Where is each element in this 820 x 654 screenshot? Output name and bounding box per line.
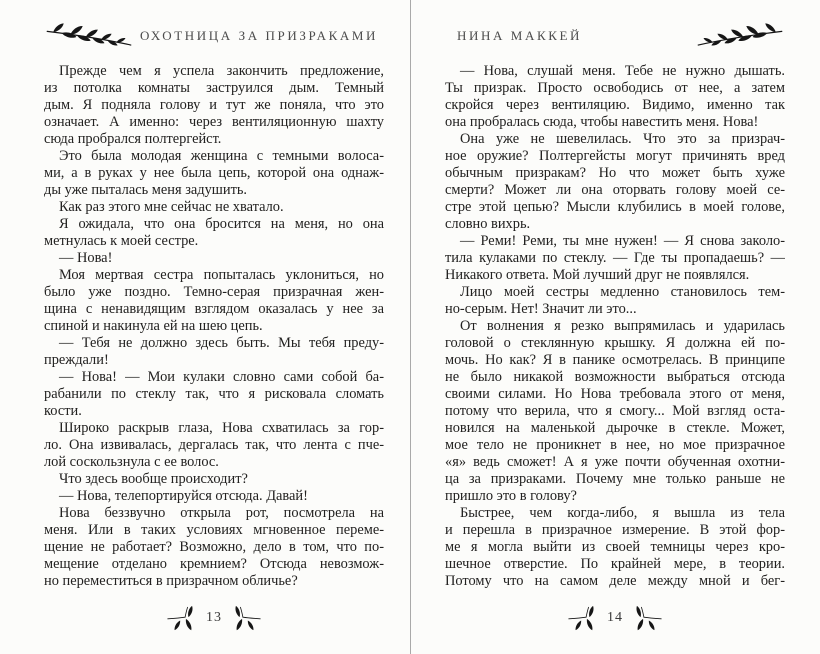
text-line: ло. Она извивалась, дергалась так, что лента с пче-	[44, 437, 384, 453]
page-number: 14	[607, 610, 623, 625]
page-gutter-divider	[410, 0, 411, 654]
paragraph	[44, 335, 384, 369]
text-line: пришло это в голову?	[445, 488, 577, 504]
text-line: тила кулаками по стеклу. — Где ты пропадаешь? —	[445, 250, 785, 266]
text-line: означает. А именно: через вентиляционную шахту	[44, 114, 384, 130]
page-number: 13	[206, 610, 222, 625]
text-line: но-серым. Нет! Значит ли это...	[445, 301, 637, 317]
text-line: лой соскользнула с ее волос.	[44, 454, 219, 470]
paragraph	[44, 250, 384, 267]
text-line: Быстрее, чем когда-либо, я вышла из тела	[460, 505, 785, 521]
paragraph	[445, 131, 785, 233]
text-line: дым. Я подняла голову и тут же поняла, что это	[44, 97, 384, 113]
text-line: щина с ненавидящим взглядом оказалась у нее за	[44, 301, 384, 317]
paragraph	[445, 63, 785, 131]
text-line: спиной и накинула ей на шею цепь.	[44, 318, 263, 334]
paragraph	[44, 199, 384, 216]
leaf-sprig-icon	[634, 603, 662, 633]
text-line: мое тело не проникнет в нее, но мое призрачное	[445, 437, 785, 453]
text-line: метнулась к моей сестре.	[44, 233, 199, 249]
text-line: и перешла в призрачное измерение. В этой фор-	[445, 522, 785, 538]
text-line: Это была молодая женщина с темными волоса-	[59, 148, 384, 164]
page-footer-right	[445, 603, 785, 633]
text-line: скройся через вентиляцию. Видимо, именно так	[445, 97, 785, 113]
text-line: щение не работает? Возможно, дело в том, что по-	[44, 539, 384, 555]
text-line: ды уже пыталась меня задушить.	[44, 182, 248, 198]
text-line: мещение отделано кремнием? Отсюда невозмож-	[44, 556, 384, 572]
text-line: Что здесь вообще происходит?	[59, 471, 248, 487]
text-line: обычным призракам? Но что может быть хуже	[445, 165, 785, 181]
text-line: Я ожидала, что она бросится на меня, но она	[59, 216, 384, 232]
text-line: Никакого ответа. Мой лучший друг не появлялся.	[445, 267, 750, 283]
paragraph	[44, 505, 384, 590]
leaf-sprig-icon	[233, 603, 261, 633]
text-line: Моя мертвая сестра попыталась уклониться, но	[59, 267, 384, 283]
paragraph	[44, 148, 384, 199]
text-line: — Нова, телепортируйся отсюда. Давай!	[59, 488, 308, 504]
text-line: ца за призраками. Почему мне только раньше не	[445, 471, 785, 487]
text-line: ное оружие? Полтергейсты могут причинять вред	[445, 148, 785, 164]
text-line: — Нова! — Мои кулаки словно сами собой ба-	[59, 369, 384, 385]
text-line: сюда пробрался полтергейст.	[44, 131, 222, 147]
text-line: она пробралась сюда, чтобы навестить меня. Нова!	[445, 114, 759, 130]
leaf-sprig-icon	[167, 603, 195, 633]
leaf-sprig-icon	[568, 603, 596, 633]
paragraph	[44, 420, 384, 471]
text-line: Нова беззвучно открыла рот, посмотрела на	[59, 505, 384, 521]
text-line: Прежде чем я успела закончить предложение,	[59, 63, 384, 79]
text-line: Ты призрак. Просто освободись от нее, а затем	[445, 80, 785, 96]
text-line: стре этой цепью? Мысли клубились в моей голове,	[445, 199, 785, 215]
text-line: — Реми! Реми, ты мне нужен! — Я снова заколо-	[460, 233, 785, 249]
paragraph	[445, 284, 785, 318]
text-line: из потолка комнаты заструился дым. Темный	[44, 80, 384, 96]
text-line: своими силами. Но Нова требовала этого от меня,	[445, 386, 785, 402]
text-line: шечное отверстие. По крайней мере, в теории.	[445, 556, 785, 572]
paragraph	[44, 63, 384, 148]
paragraph	[445, 505, 785, 590]
text-line: — Тебя не должно здесь быть. Мы тебя преду-	[59, 335, 384, 351]
text-line: От волнения я резко выпрямилась и ударилась	[460, 318, 785, 334]
paragraph	[44, 267, 384, 335]
page-text-right	[445, 63, 785, 590]
text-line: «я» ведь сможет! А я уже почти обученная охотни-	[445, 454, 785, 470]
paragraph	[44, 471, 384, 488]
paragraph	[445, 233, 785, 284]
text-line: преждали!	[44, 352, 109, 368]
leaf-branch-icon	[697, 22, 783, 51]
text-line: меня. Или в таких условиях мгновенное переме-	[44, 522, 384, 538]
paragraph	[44, 216, 384, 250]
text-line: потому что верила, что я смогу... Мой взгляд оста-	[445, 403, 785, 419]
text-line: ме я могла выйти из своей темницы через кро-	[445, 539, 785, 555]
paragraph	[445, 318, 785, 505]
page-text-left	[44, 63, 384, 590]
leaf-branch-icon	[46, 22, 132, 51]
text-line: было уже поздно. Темно-серая призрачная жен-	[44, 284, 384, 300]
page-footer-left	[44, 603, 384, 633]
text-line: — Нова, слушай меня. Тебе не нужно дышать.	[460, 63, 785, 79]
text-line: рабанили по стеклу так, что я рисковала сломать	[44, 386, 384, 402]
text-line: новился на маленькой дырочке в стекле. Может,	[445, 420, 785, 436]
paragraph	[44, 488, 384, 505]
text-line: ми, а в руках у нее была цепь, которой она однаж-	[44, 165, 384, 181]
text-line: Она уже не шевелилась. Что это за призрач-	[460, 131, 785, 147]
text-line: Потому что на самом деле между мной и бег-	[445, 573, 785, 589]
running-title-book-title: ОХОТНИЦА ЗА ПРИЗРАКАМИ	[139, 28, 379, 43]
page-header-right	[445, 20, 785, 52]
page-right	[410, 0, 820, 654]
text-line: не было никакой возможности выбраться отсюда	[445, 369, 785, 385]
text-line: смерти? Может ли она оторвать голову моей се-	[445, 182, 785, 198]
text-line: кости.	[44, 403, 82, 419]
text-line: Широко раскрыв глаза, Нова схватилась за гор-	[59, 420, 384, 436]
text-line: Лицо моей сестры медленно становилось тем-	[460, 284, 785, 300]
text-line: головой о стеклянную крышку. Я должна ей по-	[445, 335, 785, 351]
text-line: словно вихрь.	[445, 216, 531, 232]
text-line: — Нова!	[59, 250, 113, 266]
text-line: но переместиться в призрачном обличье?	[44, 573, 298, 589]
running-title-author: НИНА МАККЕЙ	[457, 28, 583, 43]
text-line: Как раз этого мне сейчас не хватало.	[59, 199, 284, 215]
text-line: мочь. Но как? Я в панике осмотрелась. В принципе	[445, 352, 785, 368]
paragraph	[44, 369, 384, 420]
page-header-left	[44, 20, 384, 52]
